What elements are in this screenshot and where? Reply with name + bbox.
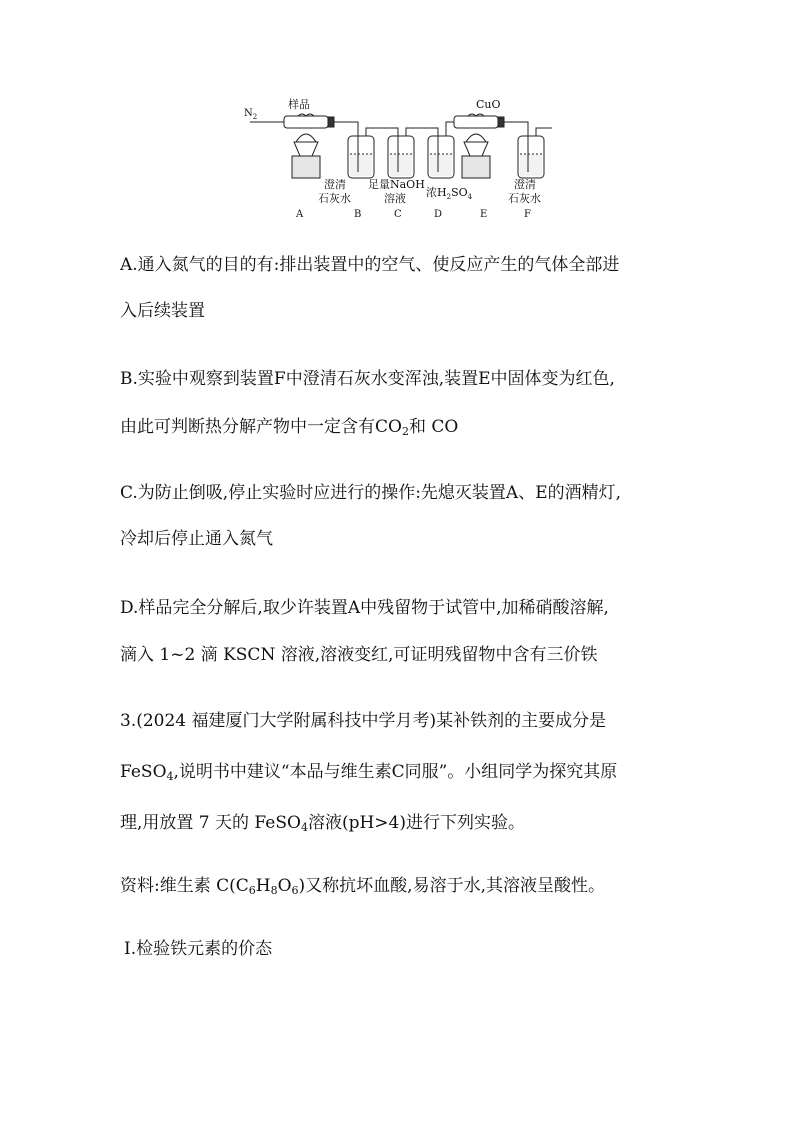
option-d-line1: D.样品完全分解后,取少许装置A中残留物于试管中,加稀硝酸溶解, [120,598,609,618]
letter-e: E [480,209,488,220]
apparatus-diagram [236,92,556,224]
cuo-label: CuO [476,98,501,111]
apparatus-svg [236,92,556,224]
lamp-base-a [292,156,320,178]
outlet-f [536,128,552,136]
c-label-2: 溶液 [384,192,406,205]
option-a-line1: A.通入氮气的目的有:排出装置中的空气、使反应产生的气体全部进 [120,255,620,275]
letter-c: C [394,209,402,220]
option-d-line2: 滴入 1~2 滴 KSCN 溶液,溶液变红,可证明残留物中含有三价铁 [120,645,598,665]
tube-e [454,116,498,128]
section-heading: Ⅰ.检验铁元素的价态 [124,939,273,959]
c-label-1: 足量NaOH [368,178,425,191]
sample-label: 样品 [288,98,310,111]
option-b-line1: B.实验中观察到装置F中澄清石灰水变浑浊,装置E中固体变为红色, [120,369,615,389]
tube-de [446,122,454,136]
q3-line3: 理,用放置 7 天的 FeSO$_4$溶液(pH>4)进行下列实验。 [120,813,525,834]
option-b-line2: 由此可判断热分解产物中一定含有$CO_2$和 CO [120,417,459,438]
tube-ef [504,122,528,136]
option-c-line1: C.为防止倒吸,停止实验时应进行的操作:先熄灭装置A、E的酒精灯, [120,483,622,503]
stopper-e [498,117,504,127]
flame-e [466,134,486,142]
d-label: 浓$H_2SO_4$ [426,186,473,201]
lamp-head-a [294,142,318,156]
lamp-base-e [462,156,490,178]
letter-d: D [434,209,443,220]
f-label-1: 澄清 [514,178,536,191]
q3-line1: 3.(2024 福建厦门大学附属科技中学月考)某补铁剂的主要成分是 [120,711,607,731]
stopper-a [328,117,334,127]
tube-ab [334,122,358,136]
letter-b: B [354,209,362,220]
n2-label: $N_2$ [244,108,258,121]
q3-line2: FeSO$_4$,说明书中建议“本品与维生素C同服”。小组同学为探究其原 [120,762,618,783]
f-label-2: 石灰水 [508,192,541,205]
letter-a: A [296,209,304,220]
b-label-2: 石灰水 [318,192,351,205]
lamp-head-e [464,142,488,156]
tube-cd [406,128,438,136]
b-label-1: 澄清 [324,178,346,191]
tube-a [284,116,328,128]
option-a-line2: 入后续装置 [120,301,205,321]
q3-info: 资料:维生素 $C(C_6H_8O_6)$又称抗坏血酸,易溶于水,其溶液呈酸性。 [120,876,605,897]
letter-f: F [524,209,531,220]
flame-a [296,134,316,142]
option-c-line2: 冷却后停止通入氮气 [120,529,273,549]
tube-bc [366,128,398,136]
